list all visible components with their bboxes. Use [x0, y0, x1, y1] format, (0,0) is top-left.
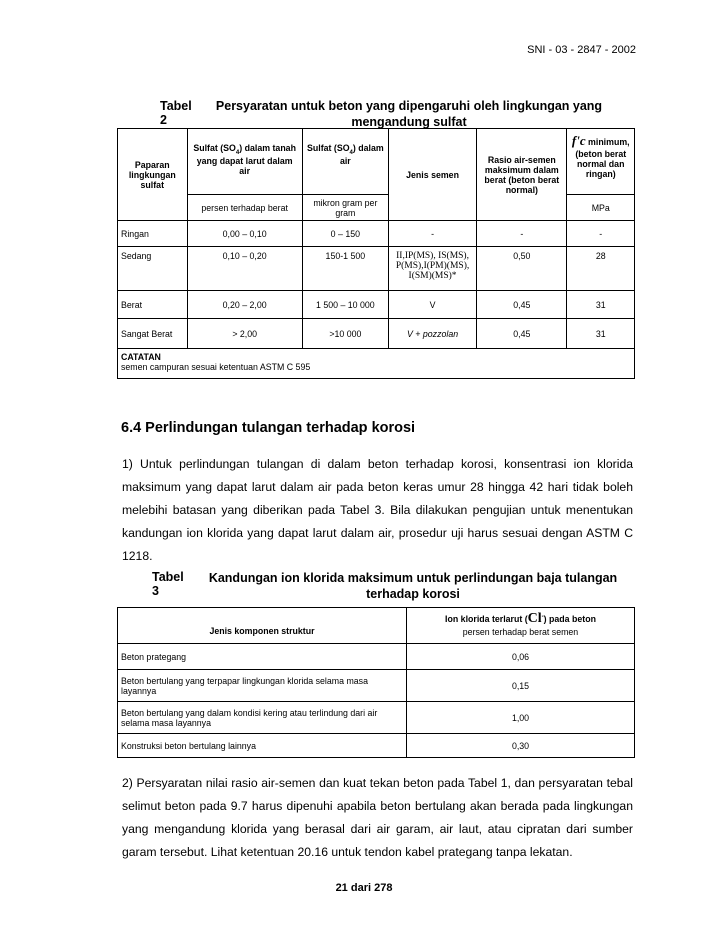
note-title: CATATAN: [121, 352, 161, 362]
table3-header-row: [118, 608, 635, 644]
header-chloride: Ion klorida terlarut (Cl-) pada beton persen terhadap berat semen: [407, 608, 635, 644]
header-exposure: Paparan lingkungan sulfat: [118, 129, 188, 221]
page-number: 21 dari 278: [335, 882, 393, 894]
header-soil-sulfate: Sulfat $(SO_4)$ dalam tanah yang dapat larut dalam air: [187, 129, 302, 195]
table2-note: [118, 349, 635, 379]
table-row: [118, 734, 635, 758]
table-row: [118, 247, 635, 291]
table2-label: Tabel 2: [160, 99, 192, 127]
cell-fc: 31: [567, 291, 635, 319]
table-row: [118, 291, 635, 319]
table3-label: Tabel 3: [152, 570, 184, 598]
unit-fc: MPa: [567, 195, 635, 221]
cell-exposure: Sedang: [118, 247, 188, 291]
paragraph-1: 1) Untuk perlindungan tulangan di dalam beton terhadap korosi, konsentrasi ion klorida maksimum yang dapat larut dalam air pada beton keras umur 28 hingga 42 hari tidak boleh melebihi batasan yang diberikan pada Tabel 3. Bila dilakukan pengujian untuk menentukan kandungan ion klorida yang dapat larut dalam air, prosedur uji harus sesuai dengan ASTM C 1218.: [122, 457, 633, 563]
cell-exposure: Berat: [118, 291, 188, 319]
cell-chloride: 0,30: [407, 734, 635, 758]
cell-ratio: -: [477, 221, 567, 247]
table2-header-row: [118, 129, 635, 195]
cell-soil: 0,10 – 0,20: [187, 247, 302, 291]
cell-water: >10 000: [302, 319, 388, 349]
cell-exposure: Ringan: [118, 221, 188, 247]
cell-cement: -: [388, 221, 476, 247]
cell-fc: 31: [567, 319, 635, 349]
cell-exposure: Sangat Berat: [118, 319, 188, 349]
table-row: [118, 319, 635, 349]
cell-component: Konstruksi beton bertulang lainnya: [118, 734, 407, 758]
cell-soil: > 2,00: [187, 319, 302, 349]
cell-ratio: 0,50: [477, 247, 567, 291]
cell-soil: 0,20 – 2,00: [187, 291, 302, 319]
table-row: [118, 221, 635, 247]
cell-chloride: 0,06: [407, 644, 635, 670]
unit-soil: persen terhadap berat: [187, 195, 302, 221]
chloride-limits-table: [117, 607, 635, 758]
cell-water: 0 – 150: [302, 221, 388, 247]
cell-cement: II,IP(MS), IS(MS), P(MS),I(PM)(MS), I(SM)(MS)*: [388, 247, 476, 291]
cell-water: 1 500 – 10 000: [302, 291, 388, 319]
table2-note-row: [118, 349, 635, 379]
cell-water: 150-1 500: [302, 247, 388, 291]
cell-fc: -: [567, 221, 635, 247]
cell-component: Beton prategang: [118, 644, 407, 670]
cell-fc: 28: [567, 247, 635, 291]
note-text: semen campuran sesuai ketentuan ASTM C 595: [121, 362, 311, 372]
cell-ratio: 0,45: [477, 319, 567, 349]
header-wc-ratio: Rasio air-semen maksimum dalam berat (beton berat normal): [477, 129, 567, 221]
sulfate-requirements-table: [117, 128, 635, 379]
cell-cement: V + pozzolan: [388, 319, 476, 349]
cell-soil: 0,00 – 0,10: [187, 221, 302, 247]
table2-title: Persyaratan untuk beton yang dipengaruhi oleh lingkungan yang mengandung sulfat: [215, 99, 603, 129]
paragraph-2: 2) Persyaratan nilai rasio air-semen dan kuat tekan beton pada Tabel 1, dan persyaratan tebal selimut beton pada 9.7 harus dipenuhi apabila beton bertulang akan berada pada lingkungan yang mengandung klorida yang berasal dari air garam, air laut, atau cipratan dari sumber garam tersebut. Lihat ketentuan 20.16 untuk tendon kabel prategang tanpa lekatan.: [122, 776, 633, 859]
cell-chloride: 1,00: [407, 702, 635, 734]
header-chloride-unit: persen terhadap berat semen: [462, 627, 579, 637]
cell-component: Beton bertulang yang dalam kondisi kering atau terlindung dari air selama masa layannya: [118, 702, 407, 734]
table3-title: Kandungan ion klorida maksimum untuk perlindungan baja tulangan terhadap korosi: [208, 571, 618, 601]
unit-water: mikron gram per gram: [302, 195, 388, 221]
cell-cement: V: [388, 291, 476, 319]
fc-symbol: f'c: [571, 133, 586, 148]
chloride-symbol: Cl: [527, 611, 542, 626]
document-code: SNI - 03 - 2847 - 2002: [527, 44, 636, 56]
header-water-sulfate: Sulfat $(SO_4)$ dalam air: [302, 129, 388, 195]
cell-chloride: 0,15: [407, 670, 635, 702]
cell-ratio: 0,45: [477, 291, 567, 319]
header-component: Jenis komponen struktur: [118, 608, 407, 644]
table-row: [118, 670, 635, 702]
header-cement-type: Jenis semen: [388, 129, 476, 221]
cell-component: Beton bertulang yang terpapar lingkungan klorida selama masa layannya: [118, 670, 407, 702]
table-row: [118, 702, 635, 734]
header-fc-min: f'c minimum, (beton berat normal dan ringan): [567, 129, 635, 195]
section-heading: 6.4 Perlindungan tulangan terhadap korosi: [121, 420, 416, 436]
table-row: [118, 644, 635, 670]
